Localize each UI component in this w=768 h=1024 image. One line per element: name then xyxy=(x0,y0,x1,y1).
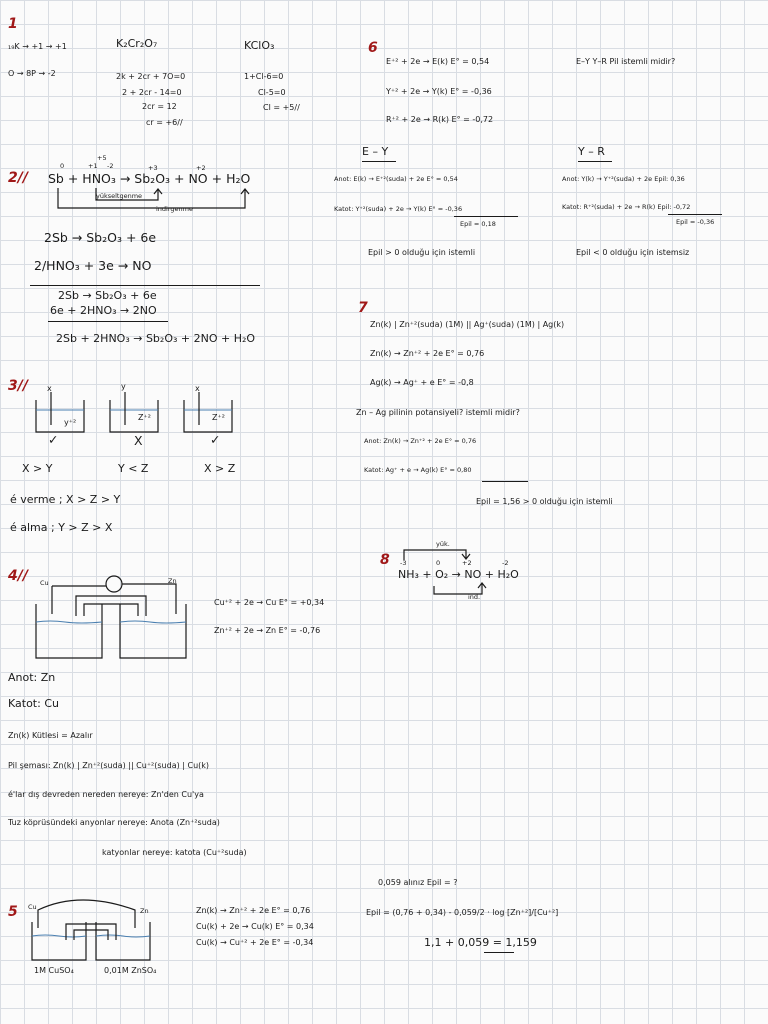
q6-reaction-e: E⁺² + 2e → E(k) E° = 0,54 xyxy=(386,57,490,66)
q5-cu-electrode-label: Cu xyxy=(28,903,37,911)
q4-cathode: Katot: Cu xyxy=(8,697,59,710)
q6-ey-conclusion: Epil > 0 olduğu için istemli xyxy=(368,248,476,257)
q4-zn-reduction: Zn⁺² + 2e → Zn E° = -0,76 xyxy=(214,626,321,635)
q6-pair-yr-title: Y – R xyxy=(578,145,605,158)
q7-anode: Anot: Zn(k) → Zn⁺² + 2e E° = 0,76 xyxy=(364,437,477,445)
q6-yr-conclusion: Epil < 0 olduğu için istemsiz xyxy=(576,248,690,257)
q1-dichromate-step-1: 2k + 2cr + 7O=0 xyxy=(116,72,186,81)
question-4-number: 4// xyxy=(8,568,28,584)
q2-ox-sb: 0 xyxy=(60,162,65,170)
q5-question: 0,059 alınız Epil = ? xyxy=(378,878,458,887)
q2-sum-line-1: 2Sb → Sb₂O₃ + 6e xyxy=(58,289,157,302)
q6-pair-ey-title: E – Y xyxy=(362,145,389,158)
q5-zn-electrode-label: Zn xyxy=(140,907,149,915)
q5-reaction-3: Cu(k) → Cu⁺² + 2e E° = -0,34 xyxy=(196,938,314,947)
q5-result-underline xyxy=(484,952,514,953)
q6-question: E–Y Y–R Pil istemli midir? xyxy=(576,57,676,66)
question-6-number: 6 xyxy=(368,40,378,56)
q5-reaction-1: Zn(k) → Zn⁺² + 2e E° = 0,76 xyxy=(196,906,311,915)
q1-chlorate-step-1: 1+Cl-6=0 xyxy=(244,72,284,81)
q3-electron-giving-order: é verme ; X > Z > Y xyxy=(10,493,121,506)
q3-ion-3: Z⁺² xyxy=(212,413,225,422)
q8-reduction-label: ind. xyxy=(468,593,481,601)
q2-ox-sb2o3: +3 xyxy=(148,164,158,172)
q4-electron-flow: é'lar dış devreden nereden nereye: Zn'den Cu'ya xyxy=(8,790,204,799)
q7-cell-notation: Zn(k) | Zn⁺²(suda) (1M) || Ag⁺(suda) (1M) | Ag(k) xyxy=(370,320,565,329)
q7-result: Epil = 1,56 > 0 olduğu için istemli xyxy=(476,497,613,506)
q2-ox-no: +2 xyxy=(196,164,206,172)
q1-dichromate-step-2: 2 + 2cr - 14=0 xyxy=(122,88,182,97)
q3-result-2: X xyxy=(134,433,143,448)
q6-yr-cell-potential: Epil = -0,36 xyxy=(676,218,715,226)
q7-cathode: Katot: Ag⁺ + e → Ag(k) E° = 0,80 xyxy=(364,466,472,474)
question-3-number: 3// xyxy=(8,378,28,394)
q4-anode: Anot: Zn xyxy=(8,671,56,684)
q3-result-1: ✓ xyxy=(48,432,59,447)
q2-ox-h: +1 xyxy=(88,162,98,170)
q6-pair-ey-underline xyxy=(362,161,396,162)
q4-cell-notation: Pil şeması: Zn(k) | Zn⁺²(suda) || Cu⁺²(suda) | Cu(k) xyxy=(8,761,210,770)
q5-solution-2: 0,01M ZnSO₄ xyxy=(104,966,157,975)
q8-ox-no: +2 xyxy=(462,559,472,567)
q7-sum-line xyxy=(482,481,528,482)
q4-anion-flow: Tuz köprüsündeki anyonlar nereye: Anota (Zn⁺²suda) xyxy=(8,818,220,827)
question-7-number: 7 xyxy=(358,300,368,316)
q2-divider xyxy=(30,285,260,286)
q3-metal-2: y xyxy=(121,382,126,391)
q2-oxidation-label: yükseltgenme xyxy=(96,192,143,200)
q3-compare-3: X > Z xyxy=(204,462,236,475)
q2-sum-divider xyxy=(48,321,168,322)
question-1-number: 1 xyxy=(8,16,18,32)
q1-chlorate-result: Cl = +5// xyxy=(263,103,300,112)
q3-metal-3: x xyxy=(195,384,200,393)
q6-pair-yr-underline xyxy=(578,161,612,162)
q4-zn-mass: Zn(k) Kütlesi = Azalır xyxy=(8,731,93,740)
q3-compare-2: Y < Z xyxy=(118,462,149,475)
q2-final-equation: 2Sb + 2HNO₃ → Sb₂O₃ + 2NO + H₂O xyxy=(56,332,256,345)
q1-dichromate-title: K₂Cr₂O₇ xyxy=(116,37,158,50)
q6-reaction-r: R⁺² + 2e → R(k) E° = -0,72 xyxy=(386,115,494,124)
q2-ox-n: +5 xyxy=(97,154,107,162)
q6-ey-anode: Anot: E(k) → E⁺²(suda) + 2e E° = 0,54 xyxy=(334,175,458,183)
q5-reaction-2: Cu(k) + 2e → Cu(k) E° = 0,34 xyxy=(196,922,314,931)
q2-sum-line-2: 6e + 2HNO₃ → 2NO xyxy=(50,304,157,317)
q3-result-3: ✓ xyxy=(210,432,221,447)
q1-oxygen-oxidation: O → 8P → -2 xyxy=(8,69,56,78)
q5-concentration-cell-diagram xyxy=(30,898,160,963)
question-8-number: 8 xyxy=(380,552,390,568)
q3-metal-1: x xyxy=(47,384,52,393)
q1-chlorate-step-2: Cl-5=0 xyxy=(258,88,286,97)
q6-yr-sum-line xyxy=(668,214,722,215)
q6-reaction-y: Y⁺² + 2e → Y(k) E° = -0,36 xyxy=(386,87,492,96)
question-2-number: 2// xyxy=(8,170,28,186)
q3-ion-1: y⁺² xyxy=(64,418,77,427)
q8-ox-h2o: -2 xyxy=(502,559,509,567)
q5-solution-1: 1M CuSO₄ xyxy=(34,966,74,975)
q6-yr-cathode: Katot: R⁺²(suda) + 2e → R(k) Epil: -0,72 xyxy=(562,203,691,211)
q8-ox-n: -3 xyxy=(400,559,407,567)
q6-ey-cathode: Katot: Y⁺²(suda) + 2e → Y(k) E° = -0,36 xyxy=(334,205,463,213)
q1-dichromate-step-3: 2cr = 12 xyxy=(142,102,177,111)
q2-half-reaction-1: 2Sb → Sb₂O₃ + 6e xyxy=(44,230,157,245)
q8-equation: NH₃ + O₂ → NO + H₂O xyxy=(398,568,519,581)
q7-ag-reaction: Ag(k) → Ag⁺ + e E° = -0,8 xyxy=(370,378,474,387)
q2-main-equation: Sb + HNO₃ → Sb₂O₃ + NO + H₂O xyxy=(48,171,251,186)
q3-compare-1: X > Y xyxy=(22,462,53,475)
question-5-number: 5 xyxy=(8,904,18,920)
q3-electron-taking-order: é alma ; Y > Z > X xyxy=(10,521,113,534)
q1-chlorate-title: KClO₃ xyxy=(244,39,275,52)
q4-cu-reduction: Cu⁺² + 2e → Cu E° = +0,34 xyxy=(214,598,325,607)
q5-nernst-calculation: Epil = (0,76 + 0,34) - 0,059/2 · log [Zn⁺²]/[Cu⁺²] xyxy=(366,908,559,917)
q8-ox-o2: 0 xyxy=(436,559,441,567)
q6-yr-anode: Anot: Y(k) → Y⁺²(suda) + 2e Epil: 0,36 xyxy=(562,175,685,183)
q4-cation-flow: katyonlar nereye: katota (Cu⁺²suda) xyxy=(102,848,247,857)
q8-oxidation-label: yük. xyxy=(436,540,450,548)
q3-ion-2: Z⁺² xyxy=(138,413,151,422)
q7-question: Zn – Ag pilinin potansiyeli? istemli midir? xyxy=(356,408,520,417)
q5-result: 1,1 + 0,059 = 1,159 xyxy=(424,936,537,949)
q4-zn-electrode-label: Zn xyxy=(168,577,177,585)
q1-potassium-oxidation: ₁₉K → +1 → +1 xyxy=(8,42,67,51)
q4-cu-electrode-label: Cu xyxy=(40,579,49,587)
q2-ox-o: -2 xyxy=(107,162,114,170)
q4-galvanic-cell-diagram xyxy=(30,574,210,664)
q6-ey-sum-line xyxy=(454,216,518,217)
q1-dichromate-result: cr = +6// xyxy=(146,118,183,127)
q2-half-reaction-2: 2/HNO₃ + 3e → NO xyxy=(34,258,152,273)
q6-ey-cell-potential: Epil = 0,18 xyxy=(460,220,496,228)
q2-reduction-label: indirgenme xyxy=(156,205,193,213)
q7-zn-reaction: Zn(k) → Zn⁺² + 2e E° = 0,76 xyxy=(370,349,485,358)
